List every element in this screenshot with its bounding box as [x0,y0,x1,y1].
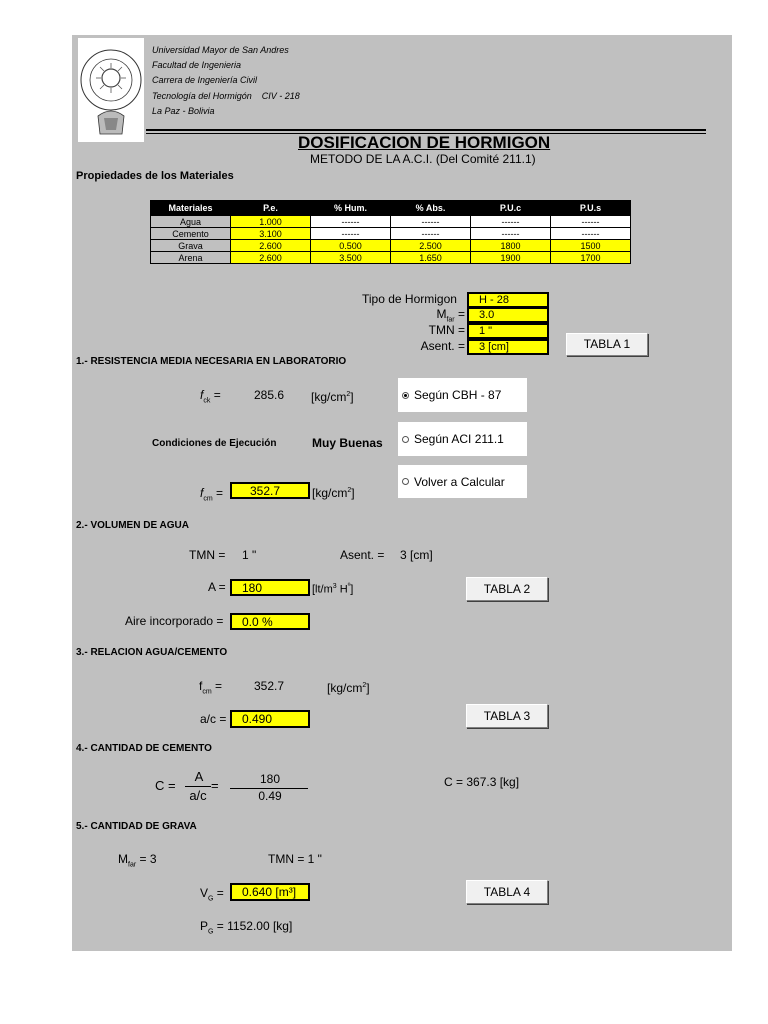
cell-value[interactable]: 1800 [471,240,551,252]
cell-value: ------ [471,228,551,240]
tabla3-button[interactable]: TABLA 3 [466,704,548,728]
c-eq: = [211,778,219,793]
s2-asent-value: 3 [cm] [400,548,433,562]
tipo-hormigon-label: Tipo de Hormigon [362,292,457,306]
cell-value: ------ [391,216,471,228]
cell-value[interactable]: 0.500 [311,240,391,252]
cell-value: ------ [551,228,631,240]
cell-material: Arena [151,252,231,264]
tmn-label: TMN = [428,323,465,337]
section3-heading: 3.- RELACION AGUA/CEMENTO [76,647,228,658]
s2-asent-label: Asent. = [340,548,385,562]
table-row [151,252,631,264]
frac1-numerator: A [194,769,204,784]
pg-result: $P_G = 1152.00$ [kg] [200,919,293,936]
header-rule [146,129,706,131]
section5-heading: 5.- CANTIDAD DE GRAVA [76,821,197,832]
cell-value[interactable]: 1900 [471,252,551,264]
cell-value: ------ [391,228,471,240]
radio-aci211[interactable] [398,422,527,456]
mfar-label: $M_{far}$ = [436,307,465,324]
s2-tmn-label: TMN = [189,548,226,562]
section1-heading: 1.- RESISTENCIA MEDIA NECESARIA EN LABORATORIO [76,356,347,367]
tabla1-button[interactable]: TABLA 1 [566,333,648,356]
condiciones-label: Condiciones de Ejecución [152,438,277,449]
col-materiales: Materiales [151,201,231,216]
cell-value[interactable]: 1500 [551,240,631,252]
col-puc: P.U.c [471,201,551,216]
aire-label: Aire incorporado = [125,614,224,628]
mfar-input[interactable]: 3.0 [467,307,549,323]
frac2-denominator: 0.49 [258,789,282,803]
section4-heading: 4.- CANTIDAD DE CEMENTO [76,743,212,754]
radio-aci211-label: Según ACI 211.1 [414,432,504,446]
university-name: Universidad Mayor de San Andres [152,45,289,55]
page-title: DOSIFICACION DE HORMIGON [298,133,551,152]
c-result: C = 367.3 [kg] [444,775,520,789]
cell-value[interactable]: 3.100 [231,228,311,240]
materials-heading: Propiedades de los Materiales [76,170,234,182]
fck-value: 285.6 [254,388,285,402]
cell-material: Cemento [151,228,231,240]
col-abs: % Abs. [391,201,471,216]
university-seal-icon [78,38,144,142]
radio-recalcular[interactable] [398,465,527,498]
frac1-denominator: a/c [189,788,207,803]
cell-value[interactable]: 1.650 [391,252,471,264]
table-row [151,216,631,228]
table-row [151,228,631,240]
fcm-input[interactable]: 352.7 [230,482,310,499]
spreadsheet-area [72,35,732,951]
career-name: Carrera de Ingeniería Civil [152,75,258,85]
radio-unselected-icon [402,478,409,485]
cell-value[interactable]: 2.500 [391,240,471,252]
table-row [151,240,631,252]
a-label: A = [208,580,226,594]
tmn-input[interactable]: 1 " [467,323,549,339]
page-subtitle: METODO DE LA A.C.I. (Del Comité 211.1) [310,152,536,166]
course-name: Tecnología del Hormigón CIV - 218 [152,91,300,101]
vg-input[interactable]: 0.640 [m³] [230,883,310,901]
ac-label: a/c = [200,712,227,726]
cell-value: ------ [311,228,391,240]
fcm-label: $f_{cm}$ = [200,486,224,503]
aire-input[interactable]: 0.0 % [230,613,310,630]
radio-unselected-icon [402,436,409,443]
asent-label: Asent. = [420,339,465,353]
faculty-name: Facultad de Ingenieria [152,60,242,70]
a-unit: [$lt/m^3$ $H^º$] [312,583,354,596]
frac2-numerator: 180 [259,772,281,786]
cell-value: ------ [311,216,391,228]
radio-recalcular-label: Volver a Calcular [414,474,505,489]
s2-tmn-value: 1 " [242,548,257,562]
city-name: La Paz - Bolivia [152,106,215,116]
fck-label: $f_{ck}$ = [200,388,221,405]
a-input[interactable]: 180 [230,579,310,596]
asent-input[interactable]: 3 [cm] [467,339,549,355]
cell-value[interactable]: 1.000 [231,216,311,228]
cell-value[interactable]: 3.500 [311,252,391,264]
col-pe: P.e. [231,201,311,216]
s3-fcm-unit: $[kg/cm^2]$ [327,681,370,695]
fcm-unit: $[kg/cm^2]$ [312,486,355,500]
section2-heading: 2.- VOLUMEN DE AGUA [76,520,189,531]
cell-value: ------ [551,216,631,228]
s5-tmn: TMN = 1 " [268,852,322,866]
radio-selected-icon [402,392,409,399]
tabla4-button[interactable]: TABLA 4 [466,880,548,904]
cell-value[interactable]: 2.600 [231,240,311,252]
fraction-bar [185,786,211,787]
condiciones-value: Muy Buenas [312,436,383,450]
vg-label: $V_G$ = [200,886,224,903]
col-hum: % Hum. [311,201,391,216]
s3-fcm-value: 352.7 [254,679,285,693]
s5-mfar: $M_{far} = 3$ [118,852,157,869]
cell-value: ------ [471,216,551,228]
ac-input[interactable]: 0.490 [230,710,310,728]
cell-material: Grava [151,240,231,252]
materials-table [150,200,631,264]
cell-material: Agua [151,216,231,228]
fck-unit: $[kg/cm^2]$ [311,390,354,404]
s3-fcm-label: $f_{cm}$ = [199,679,223,696]
cell-value[interactable]: 1700 [551,252,631,264]
tabla2-button[interactable]: TABLA 2 [466,577,548,601]
radio-cbh87[interactable] [398,378,527,412]
col-pus: P.U.s [551,201,631,216]
tipo-hormigon-input[interactable]: H - 28 [467,292,549,308]
radio-cbh87-label: Según CBH - 87 [414,388,502,402]
cell-value[interactable]: 2.600 [231,252,311,264]
c-label: C = [155,778,176,793]
